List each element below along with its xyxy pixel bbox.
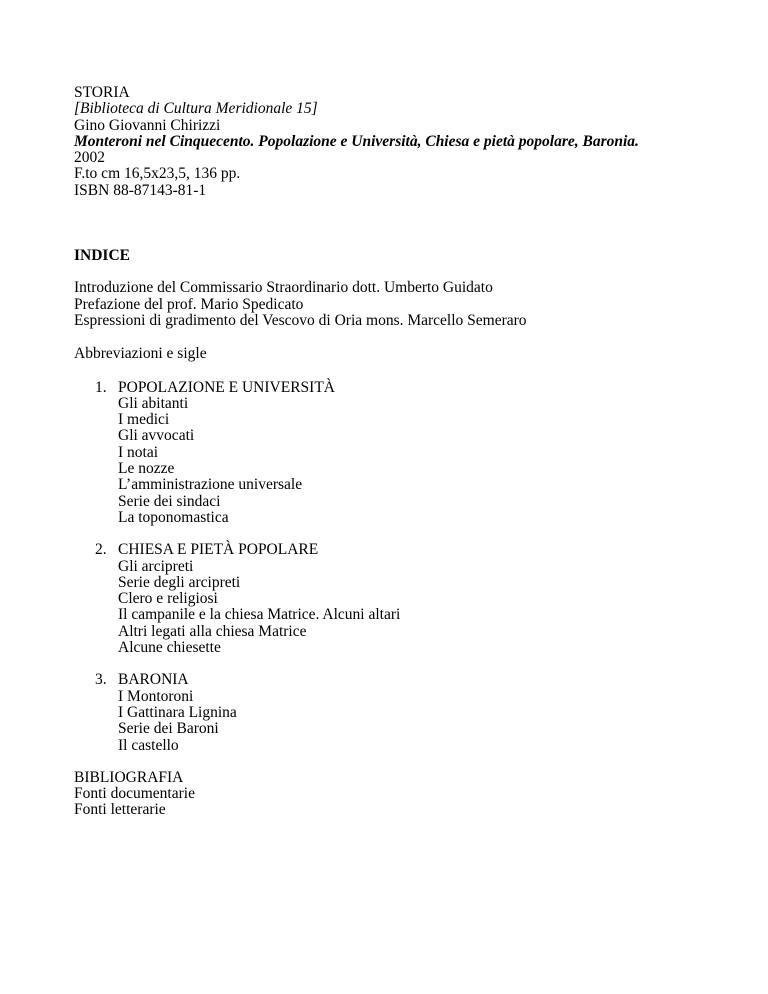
book-format: F.to cm 16,5x23,5, 136 pp. (74, 165, 241, 183)
bibliography-item: Fonti letterarie (74, 801, 166, 819)
section-item: I medici (118, 411, 170, 429)
document-page (74, 85, 734, 819)
section-number: 3. (95, 671, 107, 689)
section-chiesa (74, 542, 734, 656)
section-popolazione (74, 380, 734, 527)
index-heading: INDICE (74, 247, 130, 265)
section-item: Alcune chiesette (118, 639, 221, 657)
bibliography-item: Fonti documentarie (74, 785, 195, 803)
section-item: Gli abitanti (118, 394, 189, 412)
section-item: Il castello (118, 736, 179, 754)
section-title: CHIESA E PIETÀ POPOLARE (118, 541, 319, 559)
section-item: Serie dei Baroni (118, 720, 219, 738)
section-item: Serie degli arcipreti (118, 573, 241, 591)
book-title: Monteroni nel Cinquecento. Popolazione e Università, Chiesa e pietà popolare, Baronia. (74, 132, 639, 150)
section-item: Serie dei sindaci (118, 492, 221, 510)
section-item: Altri legati alla chiesa Matrice (118, 622, 307, 640)
section-number: 1. (95, 378, 107, 396)
section-item: Clero e religiosi (118, 590, 218, 608)
section-item: Gli arcipreti (118, 557, 194, 575)
section-item: I Montoroni (118, 687, 194, 705)
series-label: [Biblioteca di Cultura Meridionale 15] (74, 100, 318, 118)
intro-item: Espressioni di gradimento del Vescovo di Oria mons. Marcello Semeraro (74, 311, 527, 329)
section-item: I Gattinara Lignina (118, 703, 237, 721)
section-title: BARONIA (118, 671, 189, 689)
publication-year: 2002 (74, 149, 105, 167)
author-name: Gino Giovanni Chirizzi (74, 116, 221, 134)
category-label: STORIA (74, 84, 130, 101)
intro-list (74, 280, 734, 329)
section-title: POPOLAZIONE E UNIVERSITÀ (118, 378, 335, 396)
section-item: La toponomastica (118, 508, 229, 526)
bibliography-heading: BIBLIOGRAFIA (74, 768, 184, 786)
intro-item: Introduzione del Commissario Straordinario dott. Umberto Guidato (74, 279, 493, 297)
section-item: Gli avvocati (118, 427, 195, 445)
section-number: 2. (95, 541, 107, 559)
intro-item: Prefazione del prof. Mario Spedicato (74, 295, 304, 313)
bibliography (74, 770, 734, 819)
abbreviations-entry: Abbreviazioni e sigle (74, 345, 207, 363)
section-item: Il campanile e la chiesa Matrice. Alcuni altari (118, 606, 401, 624)
section-item: L’amministrazione universale (118, 476, 303, 494)
section-item: I notai (118, 443, 159, 461)
book-header (74, 85, 734, 199)
section-baronia (74, 672, 734, 753)
isbn: ISBN 88-87143-81-1 (74, 181, 207, 199)
section-item: Le nozze (118, 460, 175, 478)
